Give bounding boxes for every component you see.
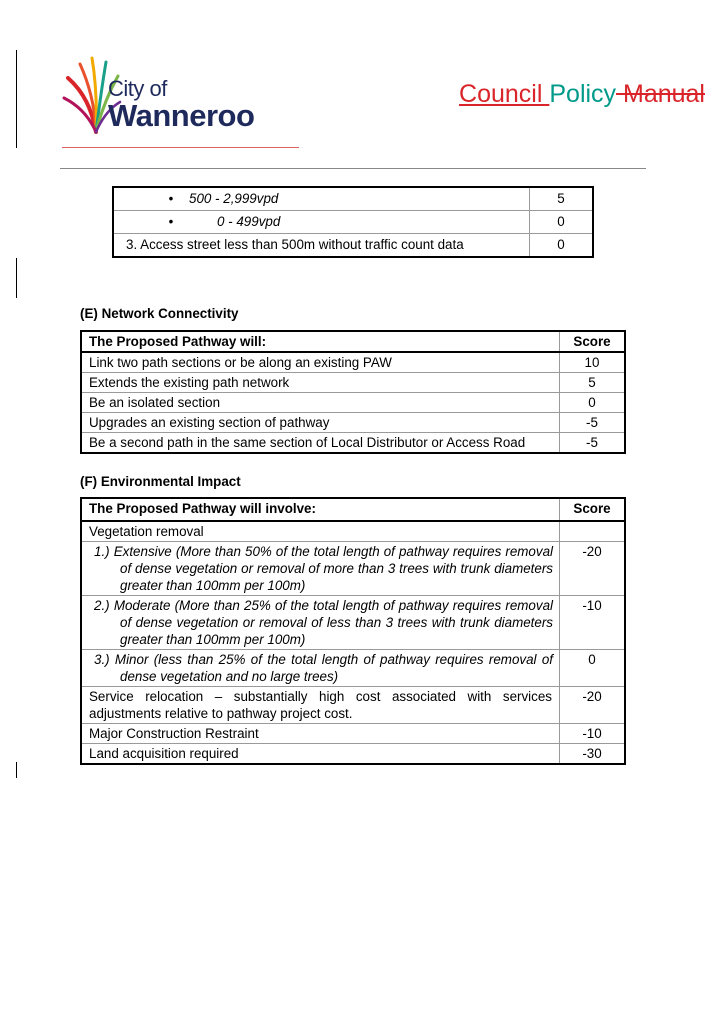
table-cell-label: Service relocation – substantially high cost associated with services adjustments relative to pathway project cost. <box>81 687 560 724</box>
table-cell-score <box>560 521 626 542</box>
table-cell-label: • 0 - 499vpd <box>113 211 530 234</box>
table-cell-label: Be an isolated section <box>81 393 560 413</box>
table-cell-label: Vegetation removal <box>81 521 560 542</box>
table-cell-score: -5 <box>560 413 626 433</box>
revision-change-bar <box>16 50 17 148</box>
table-cell-score: 10 <box>560 352 626 373</box>
table-cell-score: 0 <box>560 393 626 413</box>
table-cell-score: 0 <box>530 234 594 258</box>
table-row <box>113 187 593 211</box>
column-header-score: Score <box>560 498 626 521</box>
section-heading-environmental-impact: (F) Environmental Impact <box>80 474 241 489</box>
table-cell-score: -30 <box>560 744 626 765</box>
table-cell-score: -20 <box>560 687 626 724</box>
table-row <box>81 744 625 765</box>
section-heading-network-connectivity: (E) Network Connectivity <box>80 306 239 321</box>
table-row <box>81 413 625 433</box>
column-header-score: Score <box>560 331 626 352</box>
table-cell-score: 5 <box>530 187 594 211</box>
revision-change-bar <box>16 258 17 298</box>
table-cell-label: Be a second path in the same section of Local Distributor or Access Road <box>81 433 560 454</box>
table-row <box>113 211 593 234</box>
table-cell-score: -10 <box>560 596 626 650</box>
table-cell-score: -20 <box>560 542 626 596</box>
table-row <box>113 234 593 258</box>
title-inserted-text: Council <box>459 80 550 108</box>
table-cell-label: 1.) Extensive (More than 50% of the total length of pathway requires removal of dense vegetation or removal of more than 3 trees with trunk diameters greater than 100mm per 100m) <box>81 542 560 596</box>
table-cell-score: 0 <box>560 650 626 687</box>
table-cell-score: 0 <box>530 211 594 234</box>
table-cell-label: 2.) Moderate (More than 25% of the total length of pathway requires removal of dense vegetation or removal of less than 3 trees with trunk diameters greater than 100mm per 100m) <box>81 596 560 650</box>
traffic-count-table <box>112 186 594 258</box>
table-cell-label: • 500 - 2,999vpd <box>113 187 530 211</box>
table-row <box>81 433 625 454</box>
title-deleted-text: Manual <box>616 80 705 108</box>
table-cell-label: Major Construction Restraint <box>81 724 560 744</box>
table-row <box>81 352 625 373</box>
revision-change-bar <box>16 762 17 778</box>
table-row <box>81 724 625 744</box>
bullet-icon: • <box>168 214 174 229</box>
column-header-item: The Proposed Pathway will: <box>81 331 560 352</box>
table-row <box>81 393 625 413</box>
table-row <box>81 650 625 687</box>
table-cell-score: -5 <box>560 433 626 454</box>
table-cell-label: 3. Access street less than 500m without traffic count data <box>113 234 530 258</box>
logo-text-city-of: City of <box>108 76 167 101</box>
logo-underline <box>62 147 299 148</box>
table-cell-label: Link two path sections or be along an existing PAW <box>81 352 560 373</box>
bullet-icon: • <box>168 191 174 206</box>
table-row <box>81 373 625 393</box>
table-cell-label: Land acquisition required <box>81 744 560 765</box>
environmental-impact-table <box>80 497 626 765</box>
table-cell-label: Upgrades an existing section of pathway <box>81 413 560 433</box>
table-cell-score: 5 <box>560 373 626 393</box>
table-cell-label: 3.) Minor (less than 25% of the total length of pathway requires removal of dense vegetation and no large trees) <box>81 650 560 687</box>
table-row <box>81 542 625 596</box>
table-cell-score: -10 <box>560 724 626 744</box>
column-header-item: The Proposed Pathway will involve: <box>81 498 560 521</box>
table-row <box>81 596 625 650</box>
city-of-wanneroo-logo <box>62 50 302 140</box>
table-header-row <box>81 498 625 521</box>
network-connectivity-table <box>80 330 626 454</box>
title-middle-text: Policy <box>549 80 617 108</box>
header-divider <box>60 168 646 169</box>
table-row <box>81 687 625 724</box>
document-title <box>459 80 705 109</box>
table-row <box>81 521 625 542</box>
logo-text-wanneroo: Wanneroo <box>108 98 255 133</box>
table-header-row <box>81 331 625 352</box>
table-cell-label: Extends the existing path network <box>81 373 560 393</box>
